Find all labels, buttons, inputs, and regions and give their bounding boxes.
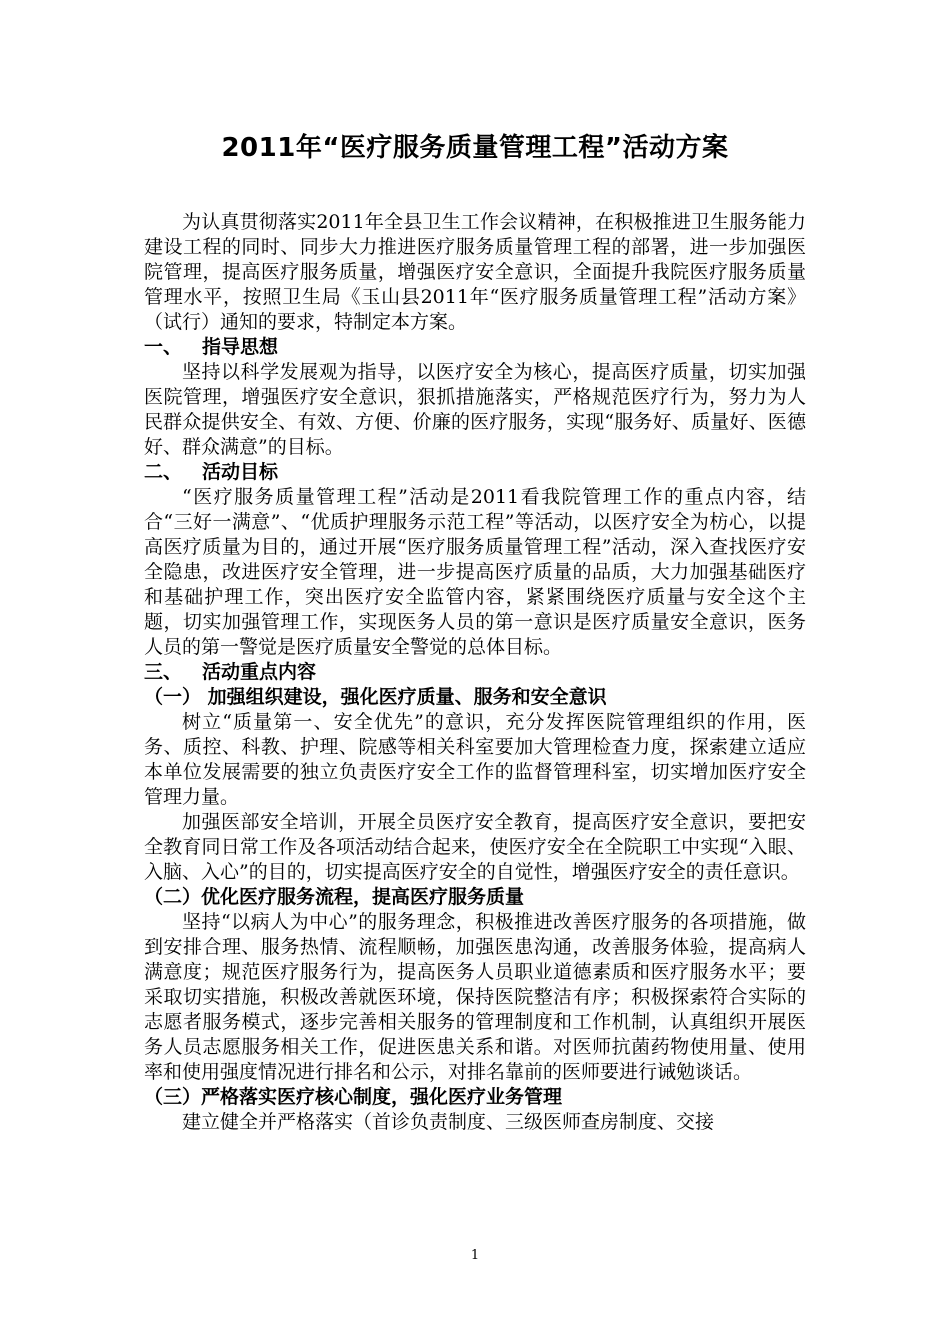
document-title: 2011年“医疗服务质量管理工程”活动方案 (221, 133, 729, 163)
intro-paragraph: 为认真贯彻落实2011年全县卫生工作会议精神，在积极推进卫生服务能力建设工程的同时、同步大力推进医疗服务质量管理工程的部署，进一步加强医院管理，提高医疗服务质量，增强医疗安全意识，全面提升我院医疗服务质量管理水平，按照卫生局《玉山县2011年“医疗服务质量管理工程”活动方案》（试行）通知的要求，特制定本方案。 (144, 211, 806, 333)
section-title: 指导思想 (202, 336, 279, 358)
section-title: 活动重点内容 (202, 661, 317, 683)
section-heading-3 (144, 660, 806, 685)
section-number: 三、 (144, 661, 183, 683)
section-heading-1 (144, 335, 806, 360)
subsection-1-paragraph-1: 树立“质量第一、安全优先”的意识，充分发挥医院管理组织的作用，医务、质控、科教、护理、院感等相关科室要加大管理检查力度，探索建立适应本单位发展需要的独立负责医疗安全工作的监督管理科室，切实增加医疗安全管理力量。 (144, 711, 806, 808)
section-title: 活动目标 (202, 461, 279, 483)
section-number: 二、 (144, 461, 183, 483)
section-1-paragraph: 坚持以科学发展观为指导，以医疗安全为核心，提高医疗质量，切实加强医院管理，增强医疗安全意识，狠抓措施落实，严格规范医疗行为，努力为人民群众提供安全、有效、方便、价廉的医疗服务，实现“服务好、质量好、医德好、群众满意”的目标。 (144, 361, 806, 458)
page-number: 1 (470, 1248, 480, 1263)
subsection-3-paragraph: 建立健全并严格落实（首诊负责制度、三级医师查房制度、交接 (182, 1111, 715, 1133)
subsection-heading-3: （三）严格落实医疗核心制度，强化医疗业务管理 (144, 1086, 563, 1108)
subsection-2-paragraph: 坚持“以病人为中心”的服务理念，积极推进改善医疗服务的各项措施，做到安排合理、服务热情、流程顺畅，加强医患沟通，改善服务体验，提高病人满意度；规范医疗服务行为，提高医务人员职业道德素质和医疗服务水平；要采取切实措施，积极改善就医环境，保持医院整洁有序；积极探索符合实际的志愿者服务模式，逐步完善相关服务的管理制度和工作机制，认真组织开展医务人员志愿服务相关工作，促进医患关系和谐。对医师抗菌药物使用量、使用率和使用强度情况进行排名和公示，对排名靠前的医师要进行诫勉谈话。 (144, 911, 806, 1083)
subsection-heading-1: （一） 加强组织建设，强化医疗质量、服务和安全意识 (144, 686, 607, 708)
section-heading-2 (144, 460, 806, 485)
section-2-paragraph: “医疗服务质量管理工程”活动是2011看我院管理工作的重点内容，结合“三好一满意”、“优质护理服务示范工程”等活动，以医疗安全为枋心，以提高医疗质量为目的，通过开展“医疗服务质量管理工程”活动，深入查找医疗安全隐患，改进医疗安全管理，进一步提高医疗质量的品质，大力加强基础医疗和基础护理工作，突出医疗安全监管内容，紧紧围绕医疗质量与安全这个主题，切实加强管理工作，实现医务人员的第一意识是医疗质量安全意识，医务人员的第一警觉是医疗质量安全警觉的总体目标。 (144, 486, 806, 658)
section-number: 一、 (144, 336, 183, 358)
document-body (144, 128, 806, 1135)
subsection-heading-2: （二）优化医疗服务流程，提高医疗服务质量 (144, 886, 525, 908)
subsection-1-paragraph-2: 加强医部安全培训，开展全员医疗安全教育，提高医疗安全意识，要把安全教育同日常工作及各项活动结合起来，使医疗安全在全院职工中实现“入眼、入脑、入心”的目的，切实提高医疗安全的自觉性，增强医疗安全的责任意识。 (144, 811, 806, 883)
